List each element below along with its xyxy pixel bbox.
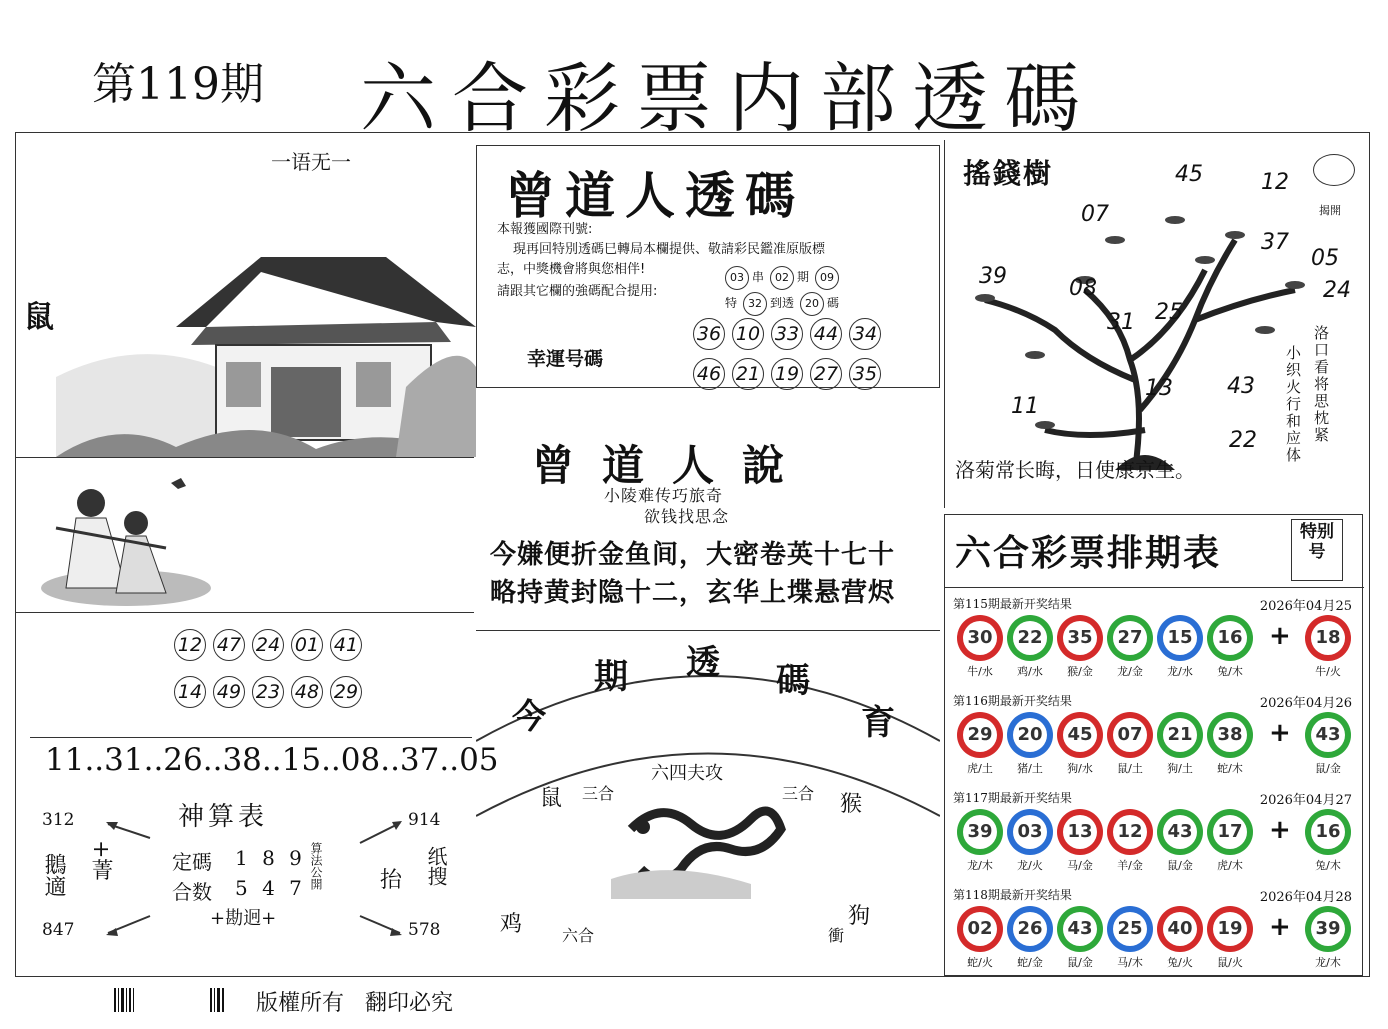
draw-title: 第118期最新开奖结果	[953, 888, 1072, 902]
right-chars-2: 纸搜	[424, 846, 448, 886]
tree-number: 12	[1261, 170, 1289, 195]
ball-zodiac: 兔/木	[1315, 859, 1341, 872]
mini-tag: 碼	[827, 296, 840, 310]
ball-number: 15	[1163, 621, 1197, 655]
ball-number: 03	[1013, 815, 1047, 849]
lucky-number: 19	[771, 358, 803, 390]
tree-number: 11	[1011, 394, 1039, 419]
lottery-ball	[957, 712, 1003, 758]
lottery-ball	[1057, 712, 1103, 758]
badge-number	[1313, 154, 1355, 186]
ball-zodiac: 猪/土	[1017, 762, 1043, 775]
lottery-ball	[1007, 615, 1053, 661]
said-title: 曾道人說	[532, 441, 813, 490]
right-zodiac: 猴	[840, 792, 863, 817]
lottery-ball	[1107, 809, 1153, 855]
lucky-number: 36	[693, 318, 725, 350]
ball-zodiac: 鸡/水	[1017, 665, 1043, 678]
bottom-left-zodiac: 鸡	[500, 912, 523, 937]
line2-label: 合数	[172, 880, 212, 904]
tree-number: 05	[1311, 246, 1339, 271]
line1-values: 1 8 9	[235, 846, 306, 870]
draw-date: 2026年04月25	[1259, 599, 1352, 614]
notice-line-4: 請跟其它欄的強碼配合提用:	[497, 284, 658, 299]
lottery-ball	[1305, 712, 1351, 758]
right-chars: 抬	[380, 868, 403, 893]
number-top-right: 914	[408, 810, 441, 830]
ball-number: 22	[1013, 621, 1047, 655]
said-line-1: 今嫌便折金鱼间，大密卷英十七十	[490, 540, 896, 570]
handwritten-verses	[221, 466, 471, 606]
said-sub-2: 欲钱找思念	[644, 507, 730, 526]
tree-number: 22	[1229, 428, 1257, 453]
lottery-ball	[957, 906, 1003, 952]
code-number: 14	[174, 676, 206, 708]
lucky-number: 35	[849, 358, 881, 390]
lottery-ball	[1057, 809, 1103, 855]
lucky-number: 27	[810, 358, 842, 390]
ball-number: 43	[1311, 718, 1345, 752]
arc-char-1: 今	[512, 697, 546, 737]
money-tree-title: 搖錢樹	[963, 157, 1054, 190]
said-line-2: 略持黄封隐十二，玄华上堞悬营烬	[490, 578, 896, 608]
special-tag: 特别号	[1291, 519, 1343, 581]
lucky-number: 10	[732, 318, 764, 350]
ball-zodiac: 龙/木	[967, 859, 993, 872]
lottery-ball	[957, 615, 1003, 661]
riddle-text: 一语无一	[271, 150, 351, 174]
code-number: 49	[213, 676, 245, 708]
ball-zodiac: 马/木	[1117, 956, 1143, 969]
code-number: 41	[330, 629, 362, 661]
side-small-text: 算法公開	[309, 842, 323, 890]
lucky-row-1	[693, 318, 888, 350]
ball-zodiac: 猴/金	[1067, 665, 1093, 678]
ball-number: 45	[1063, 718, 1097, 752]
lucky-number: 34	[849, 318, 881, 350]
tree-number: 31	[1107, 310, 1135, 335]
lottery-ball	[1007, 906, 1053, 952]
notice-line-3: 志，中獎機會將與您相伴!	[497, 262, 646, 277]
shen-suan-panel	[30, 737, 499, 962]
issue-number: 第119期	[92, 59, 264, 110]
ball-number: 39	[1311, 912, 1345, 946]
number-bottom-right: 578	[408, 920, 441, 940]
code-number: 24	[252, 629, 284, 661]
lottery-ball	[1157, 906, 1203, 952]
ball-number: 40	[1163, 912, 1197, 946]
ball-number: 35	[1063, 621, 1097, 655]
ball-number: 25	[1113, 912, 1147, 946]
mini-tag: 期	[797, 270, 810, 284]
draw-date: 2026年04月27	[1259, 793, 1352, 808]
ball-number: 18	[1311, 621, 1345, 655]
ball-number: 38	[1213, 718, 1247, 752]
schedule-title: 六合彩票排期表	[955, 533, 1222, 574]
arc-char-2: 期	[594, 657, 628, 697]
left-chars: 鵝適	[41, 853, 66, 897]
ball-zodiac: 鼠/金	[1067, 956, 1093, 969]
draw-results	[945, 593, 1364, 973]
draw-title: 第115期最新开奖结果	[953, 597, 1072, 611]
ball-number: 26	[1013, 912, 1047, 946]
lucky-number: 44	[810, 318, 842, 350]
schedule-divider	[945, 587, 1364, 588]
lottery-ball	[1057, 906, 1103, 952]
inner-code-panel	[16, 612, 474, 737]
lucky-number: 33	[771, 318, 803, 350]
mini-ball: 02	[770, 266, 794, 290]
lucky-number-label: 幸運号碼	[527, 348, 604, 370]
left-zodiac: 鼠	[540, 786, 563, 811]
code-number: 29	[330, 676, 362, 708]
tree-number: 39	[979, 264, 1007, 289]
mini-row-1	[725, 266, 842, 290]
tree-number: 13	[1145, 376, 1173, 401]
lottery-ball	[1007, 712, 1053, 758]
arc-char-4: 碼	[776, 661, 810, 701]
lottery-ball	[1305, 615, 1351, 661]
lottery-ball	[1207, 615, 1253, 661]
ball-zodiac: 鼠/金	[1315, 762, 1341, 775]
ball-zodiac: 龙/水	[1167, 665, 1193, 678]
arc-char-5: 育	[861, 703, 895, 743]
ball-number: 39	[963, 815, 997, 849]
ball-number: 17	[1213, 815, 1247, 849]
inner-code-row2	[174, 676, 369, 708]
tree-number: 24	[1323, 278, 1351, 303]
ball-zodiac: 牛/水	[967, 665, 993, 678]
ball-number: 27	[1113, 621, 1147, 655]
side-zodiac: 鼠	[24, 300, 54, 335]
draw-date: 2026年04月28	[1259, 890, 1352, 905]
inner-code-row1	[174, 629, 369, 661]
ball-zodiac: 狗/土	[1167, 762, 1193, 775]
bottom-right-zodiac: 狗	[848, 904, 871, 929]
bottom-right-tag: 衝	[828, 926, 845, 945]
code-number: 01	[291, 629, 323, 661]
ball-number: 21	[1163, 718, 1197, 752]
mini-ball: 09	[815, 266, 839, 290]
ball-zodiac: 蛇/火	[967, 956, 993, 969]
ball-zodiac: 兔/木	[1217, 665, 1243, 678]
copyright-text: 版權所有	[256, 991, 345, 1016]
mini-tag: 到透	[770, 296, 795, 310]
ball-zodiac: 鼠/土	[1117, 762, 1143, 775]
plus-sign: +	[1269, 815, 1291, 845]
lottery-ball	[957, 809, 1003, 855]
draw-row	[945, 884, 1364, 981]
ball-number: 16	[1213, 621, 1247, 655]
ball-number: 43	[1063, 912, 1097, 946]
lottery-ball	[1305, 906, 1351, 952]
ball-number: 16	[1311, 815, 1345, 849]
lottery-ball	[1157, 712, 1203, 758]
lottery-ball	[1157, 615, 1203, 661]
ball-zodiac: 鼠/金	[1167, 859, 1193, 872]
mini-ball: 20	[800, 292, 824, 316]
vertical-verse-2: 小织火行和应体	[1284, 345, 1302, 464]
dragon-illustration	[611, 789, 791, 899]
tree-number: 43	[1227, 374, 1255, 399]
line1-label: 定碼	[172, 850, 212, 874]
draw-date: 2026年04月26	[1259, 696, 1352, 711]
ball-zodiac: 龙/金	[1117, 665, 1143, 678]
vertical-verse-1: 洛口看将思枕紧	[1312, 325, 1330, 444]
number-top-left: 312	[42, 810, 75, 830]
arc-char-3: 透	[686, 643, 720, 683]
tree-illustration	[945, 180, 1370, 480]
code-number: 12	[174, 629, 206, 661]
lottery-ball	[1305, 809, 1351, 855]
tree-number: 08	[1069, 276, 1097, 301]
line2-values: 5 4 7	[235, 876, 306, 900]
lottery-ball	[1107, 906, 1153, 952]
lottery-ball	[1107, 712, 1153, 758]
lottery-ball	[1007, 809, 1053, 855]
bottom-left-tag: 六合	[562, 926, 595, 945]
lottery-ball	[1207, 906, 1253, 952]
page-title: 六合彩票内部透碼	[360, 54, 1096, 143]
ball-number: 12	[1113, 815, 1147, 849]
plus-sign: +	[1269, 718, 1291, 748]
barcode-icon	[114, 988, 224, 1012]
draw-row	[945, 787, 1364, 884]
draw-title: 第117期最新开奖结果	[953, 791, 1072, 805]
left-top-panel	[16, 132, 474, 457]
code-number: 23	[252, 676, 284, 708]
ball-zodiac: 龙/火	[1017, 859, 1043, 872]
ball-zodiac: 狗/水	[1067, 762, 1093, 775]
number-sequence: 11..31..26..38..15..08..37..05	[45, 742, 499, 778]
tree-number: 37	[1261, 230, 1289, 255]
lottery-ball	[1157, 809, 1203, 855]
ball-zodiac: 鼠/火	[1217, 956, 1243, 969]
mini-ball: 32	[743, 292, 767, 316]
draw-row	[945, 593, 1364, 690]
tree-number: 07	[1081, 202, 1109, 227]
badge-label: 揭開	[1319, 204, 1341, 217]
ball-number: 29	[963, 718, 997, 752]
code-number: 47	[213, 629, 245, 661]
ball-number: 43	[1163, 815, 1197, 849]
plus-sign: +	[1269, 912, 1291, 942]
mini-tag: 串	[752, 270, 765, 284]
right-tag: 三合	[782, 784, 815, 803]
left-tag: 三合	[582, 784, 615, 803]
ball-zodiac: 蛇/金	[1017, 956, 1043, 969]
panel-title: 曾道人透碼	[505, 167, 805, 225]
ball-zodiac: 虎/土	[967, 762, 993, 775]
lucky-number: 46	[693, 358, 725, 390]
ball-number: 02	[963, 912, 997, 946]
draw-row	[945, 690, 1364, 787]
lottery-ball	[1057, 615, 1103, 661]
lottery-ball	[1207, 809, 1253, 855]
lady-illustration	[36, 468, 216, 608]
zeng-dao-ren-said-panel	[476, 388, 940, 618]
lottery-ball	[1207, 712, 1253, 758]
lucky-row-2	[693, 358, 888, 390]
center-text: 六四夫攻	[651, 763, 723, 784]
ball-zodiac: 牛/火	[1315, 665, 1341, 678]
notice-line-1: 本報獲國際刊號:	[497, 222, 593, 237]
plus-sign: +	[1269, 621, 1291, 651]
notice-line-2: 現再回特別透碼巳轉局本欄提供、敬請彩民鑑准原版標	[513, 242, 826, 257]
shen-suan-title: 神算表	[178, 802, 269, 832]
lottery-ball	[1107, 615, 1153, 661]
barcode	[114, 988, 224, 1016]
pavilion-illustration	[56, 217, 476, 457]
ball-number: 19	[1213, 912, 1247, 946]
left-chars-2: +菁	[88, 840, 113, 881]
schedule-panel	[944, 514, 1363, 976]
ball-zodiac: 兔/火	[1167, 956, 1193, 969]
lucky-number: 21	[732, 358, 764, 390]
said-sub-1: 小陵难传巧旅奇	[604, 486, 724, 505]
ball-zodiac: 龙/木	[1315, 956, 1341, 969]
ball-zodiac: 马/金	[1067, 859, 1093, 872]
code-number: 48	[291, 676, 323, 708]
ball-number: 20	[1013, 718, 1047, 752]
money-tree-panel	[944, 140, 1369, 508]
slogan: +勘迥+	[210, 908, 277, 929]
ball-zodiac: 蛇/木	[1217, 762, 1243, 775]
ball-number: 07	[1113, 718, 1147, 752]
ball-number: 30	[963, 621, 997, 655]
mini-ball: 03	[725, 266, 749, 290]
reserved-text: 翻印必究	[365, 991, 454, 1016]
tree-number: 25	[1155, 300, 1183, 325]
zeng-dao-ren-code-panel	[476, 145, 940, 388]
ball-zodiac: 羊/金	[1117, 859, 1143, 872]
left-mid-panel	[16, 457, 474, 612]
tree-number: 45	[1175, 162, 1203, 187]
mini-tag: 特	[725, 296, 738, 310]
mini-row-2	[725, 292, 845, 316]
number-bottom-left: 847	[42, 920, 75, 940]
draw-title: 第116期最新开奖结果	[953, 694, 1072, 708]
ball-number: 13	[1063, 815, 1097, 849]
tree-caption: 洛菊常长晦，日使康京生。	[955, 458, 1195, 482]
ball-zodiac: 虎/木	[1217, 859, 1243, 872]
this-period-panel	[476, 630, 940, 965]
